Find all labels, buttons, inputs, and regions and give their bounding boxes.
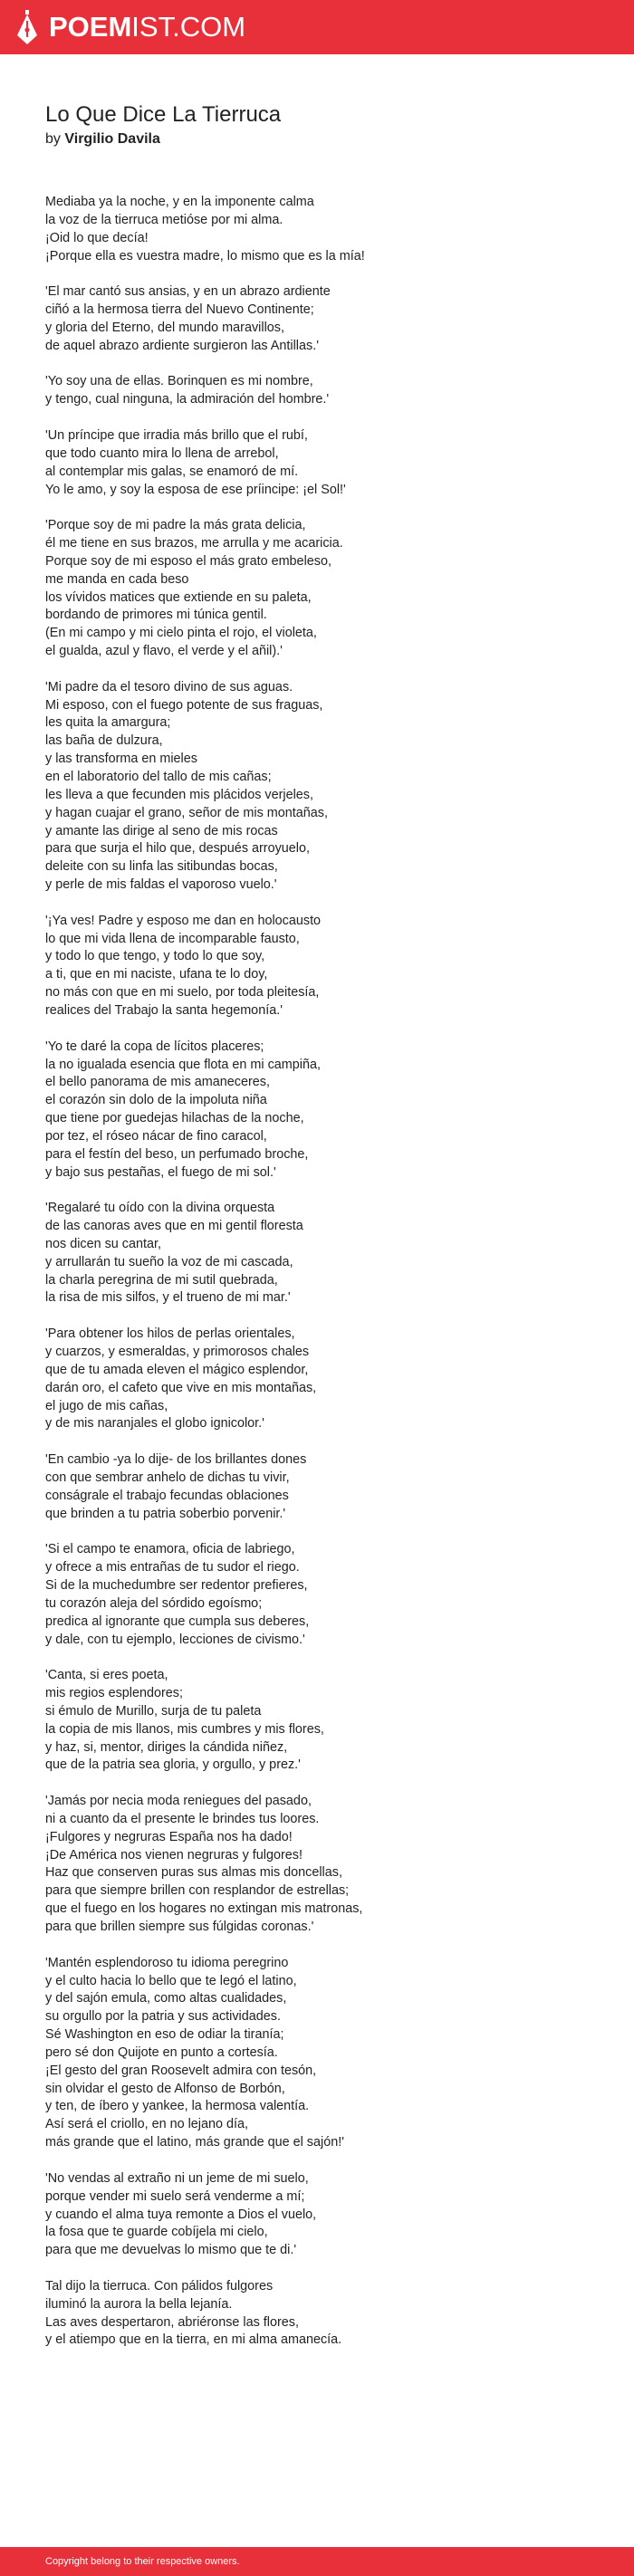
poem-line: Tal dijo la tierruca. Con pálidos fulgores: [45, 2278, 274, 2294]
poem-line: las baña de dulzura,: [45, 733, 163, 749]
poem-line: para que siempre brillen con resplandor de estrellas;: [45, 1883, 350, 1899]
poem-line: a ti, que en mi naciste, ufana te lo doy,: [45, 967, 268, 982]
poem-line: el gualda, azul y flavo, el verde y el añil).': [45, 644, 283, 659]
poem-line: 'Porque soy de mi padre la más grata delicia,: [45, 518, 306, 533]
poem-line: los vívidos matices que extiende en su paleta,: [45, 589, 312, 605]
poem-line: que el fuego en los hogares no extingan mis matronas,: [45, 1901, 363, 1917]
poem-line: la voz de la tierruca metióse por mi alma.: [45, 212, 283, 227]
poem-line: Mediaba ya la noche, y en la imponente calma: [45, 195, 314, 209]
poem-line: y del sajón emula, como altas cualidades,: [45, 1991, 287, 2006]
poem-body: [45, 194, 598, 2350]
poem-line: si émulo de Murillo, surja de tu paleta: [45, 1703, 262, 1719]
author-link[interactable]: Virgilio Davila: [64, 131, 160, 147]
poem-line: y el culto hacia lo bello que te legó el latino,: [45, 1973, 297, 1988]
site-footer: [0, 2547, 634, 2576]
poem-line: iluminó la aurora la bella lejanía.: [45, 2296, 233, 2312]
poem-line: la charla peregrina de mi sutil quebrada,: [45, 1272, 278, 1288]
poem-line: su orgullo por la patria y sus actividades.: [45, 2009, 281, 2025]
poem-line: les quita la amargura;: [45, 715, 171, 731]
poem-line: pero sé don Quijote en punto a cortesía.: [45, 2045, 278, 2060]
poem-line: Así será el criollo, en no lejano día,: [45, 2117, 248, 2132]
poem-stanza: [45, 283, 598, 355]
poem-line: ¡Porque ella es vuestra madre, lo mismo que es la mía!: [45, 248, 365, 263]
poem-stanza: [45, 1541, 598, 1649]
fountain-pen-nib-icon: [16, 10, 38, 44]
poem-line: al contemplar mis galas, se enamoró de mí.: [45, 464, 299, 479]
poem-stanza: [45, 373, 598, 409]
poem-stanza: [45, 427, 598, 499]
poem-line: 'Mantén esplendoroso tu idioma peregrino: [45, 1955, 289, 1970]
poem-line: ciñó a la hermosa tierra del Nuevo Continente;: [45, 302, 314, 318]
poem-line: y dale, con tu ejemplo, lecciones de civismo.': [45, 1632, 305, 1647]
poem-line: él me tiene en sus brazos, me arrulla y me acaricia.: [45, 536, 343, 551]
by-label: by: [45, 131, 61, 147]
poem-stanza: [45, 913, 598, 1020]
poem-line: Sé Washington en eso de odiar la tiranía;: [45, 2027, 284, 2043]
poem-line: que todo cuanto mira lo llena de arrebol,: [45, 445, 279, 461]
poem-line: ¡Oid lo que decía!: [45, 230, 149, 245]
poem-line: con que sembrar anhelo de dichas tu vivir,: [45, 1470, 290, 1485]
poem-stanza: [45, 1667, 598, 1775]
poem-line: 'Para obtener los hilos de perlas orientales,: [45, 1326, 295, 1342]
logo-light-part: IST.COM: [131, 11, 246, 43]
poem-line: Si de la muchedumbre ser redentor prefieres,: [45, 1577, 308, 1593]
poem-line: y arrullarán tu sueño la voz de mi cascada,: [45, 1254, 293, 1269]
poem-line: 'Si el campo te enamora, oficia de labriego,: [45, 1542, 295, 1557]
poem-line: y hagan cuajar el grano, señor de mis montañas,: [45, 805, 328, 820]
poem-line: (En mi campo y mi cielo pinta el rojo, el violeta,: [45, 626, 317, 641]
poem-line: les lleva a que fecunden mis plácidos verjeles,: [45, 787, 313, 802]
site-logo-link[interactable]: [16, 8, 245, 46]
copyright-notice: Copyright belong to their respective owners.: [45, 2556, 240, 2567]
poem-line: Mi esposo, con el fuego potente de sus fraguas,: [45, 697, 323, 713]
poem-line: ¡De América nos vienen negruras y fulgores!: [45, 1847, 303, 1863]
poem-line: y gloria del Eterno, del mundo maravillos,: [45, 320, 284, 335]
poem-line: de las canoras aves que en mi gentil floresta: [45, 1219, 303, 1234]
poem-line: Yo le amo, y soy la esposa de ese príincipe: ¡el Sol!': [45, 482, 346, 497]
poem-line: sin olvidar el gesto de Alfonso de Borbón,: [45, 2081, 285, 2096]
poem-line: y todo lo que tengo, y todo lo que soy,: [45, 949, 265, 964]
poem-line: no más con que en mi suelo, por toda pleitesía,: [45, 985, 320, 1001]
poem-line: que de la patria sea gloria, y orgullo, y prez.': [45, 1757, 301, 1773]
poem-line: 'Yo te daré la copa de lícitos placeres;: [45, 1039, 264, 1054]
poem-byline: [45, 130, 598, 148]
poem-stanza: [45, 2170, 598, 2260]
poem-line: y perle de mis faldas el vaporoso vuelo.': [45, 877, 277, 893]
poem-line: 'Un príncipe que irradia más brillo que el rubí,: [45, 427, 308, 443]
logo-bold-part: POEM: [49, 11, 132, 43]
poem-line: '¡Ya ves! Padre y esposo me dan en holocausto: [45, 913, 322, 928]
poem-line: que de tu amada eleven el mágico esplendor,: [45, 1362, 309, 1377]
poem-title: Lo Que Dice La Tierruca: [45, 102, 282, 127]
poem-line: la fosa que te guarde cobíjela mi cielo,: [45, 2225, 268, 2240]
poem-line: que tiene por guedejas hilachas de la noche,: [45, 1111, 304, 1126]
poem-line: y tengo, cual ninguna, la admiración del hombre.': [45, 392, 330, 407]
poem-line: conságrale el trabajo fecundas oblaciones: [45, 1488, 289, 1503]
poem-line: me manda en cada beso: [45, 571, 189, 587]
poem-line: y el atiempo que en la tierra, en mi alma amanecía.: [45, 2332, 342, 2348]
poem-stanza: [45, 1451, 598, 1523]
poem-container: [45, 101, 598, 2350]
poem-line: 'Mi padre da el tesoro divino de sus aguas.: [45, 679, 293, 694]
poem-stanza: [45, 1955, 598, 2152]
poem-line: la risa de mis silfos, y el trueno de mi mar.': [45, 1290, 291, 1306]
poem-line: de aquel abrazo ardiente surgieron las Antillas.': [45, 338, 319, 353]
site-logo-text: [49, 8, 245, 46]
poem-line: y bajo sus pestañas, el fuego de mi sol.': [45, 1164, 276, 1180]
poem-line: y las transforma en mieles: [45, 752, 197, 767]
poem-line: la copia de mis llanos, mis cumbres y mis flores,: [45, 1721, 324, 1737]
poem-line: para que surja el hilo que, después arroyuelo,: [45, 841, 311, 857]
poem-line: 'El mar cantó sus ansias, y en un abrazo ardiente: [45, 284, 331, 300]
poem-stanza: [45, 1039, 598, 1183]
poem-stanza: [45, 1793, 598, 1937]
poem-line: ¡El gesto del gran Roosevelt admira con tesón,: [45, 2063, 317, 2078]
poem-line: 'Jamás por necia moda reniegues del pasado,: [45, 1794, 312, 1809]
poem-line: y haz, si, mentor, diriges la cándida niñez,: [45, 1739, 288, 1755]
poem-line: por tez, el róseo nácar de fino caracol,: [45, 1128, 267, 1144]
poem-line: que brinden a tu patria soberbio porvenir.': [45, 1506, 286, 1521]
poem-line: para que me devuelvas lo mismo que te di.': [45, 2243, 297, 2258]
poem-stanza: [45, 1326, 598, 1433]
site-header: [0, 0, 634, 54]
poem-stanza: [45, 517, 598, 661]
poem-line: ni a cuanto da el presente le brindes tus loores.: [45, 1811, 320, 1826]
poem-line: en el laboratorio del tallo de mis cañas;: [45, 770, 272, 784]
poem-line: tu corazón aleja del sórdido egoísmo;: [45, 1595, 263, 1611]
poem-line: 'Yo soy una de ellas. Borinquen es mi nombre,: [45, 374, 313, 389]
poem-line: para que brillen siempre sus fúlgidas coronas.': [45, 1920, 314, 1934]
poem-line: 'En cambio -ya lo dije- de los brillantes dones: [45, 1452, 307, 1468]
poem-line: Las aves despertaron, abriéronse las flores,: [45, 2314, 299, 2330]
poem-line: deleite con su linfa las sitibundas bocas,: [45, 859, 278, 875]
poem-line: lo que mi vida llena de incomparable fausto,: [45, 931, 300, 946]
poem-line: más grande que el latino, más grande que el sajón!': [45, 2135, 344, 2150]
poem-line: el jugo de mis cañas,: [45, 1398, 168, 1413]
poem-line: porque vender mi suelo será venderme a mí;: [45, 2188, 305, 2204]
poem-line: y cuando el alma tuya remonte a Dios el vuelo,: [45, 2207, 317, 2222]
poem-line: 'Regalaré tu oído con la divina orquesta: [45, 1201, 275, 1216]
poem-stanza: [45, 194, 598, 265]
poem-stanza: [45, 2278, 598, 2350]
poem-line: mis regios esplendores;: [45, 1686, 183, 1701]
poem-line: realices del Trabajo la santa hegemonía.': [45, 1002, 283, 1018]
poem-line: para el festín del beso, un perfumado broche,: [45, 1146, 309, 1162]
poem-stanza: [45, 679, 598, 895]
poem-line: el bello panorama de mis amaneceres,: [45, 1075, 270, 1090]
poem-line: y ten, de íbero y yankee, la hermosa valentía.: [45, 2099, 310, 2114]
poem-line: el corazón sin dolo de la impoluta niña: [45, 1093, 267, 1108]
poem-line: y amante las dirige al seno de mis rocas: [45, 823, 278, 838]
poem-line: y de mis naranjales el globo ignicolor.': [45, 1416, 264, 1432]
poem-line: predica al ignorante que cumpla sus deberes,: [45, 1614, 310, 1629]
poem-line: Haz que conserven puras sus almas mis doncellas,: [45, 1865, 342, 1881]
poem-line: nos dicen su cantar,: [45, 1236, 161, 1251]
poem-line: ¡Fulgores y negruras España nos ha dado!: [45, 1829, 293, 1844]
poem-stanza: [45, 1200, 598, 1307]
poem-line: 'Canta, si eres poeta,: [45, 1668, 168, 1683]
poem-line: la no igualada esencia que flota en mi campiña,: [45, 1057, 322, 1072]
poem-line: bordando de primores mi túnica gentil.: [45, 608, 267, 623]
poem-line: darán oro, el cafeto que vive en mis montañas,: [45, 1380, 317, 1395]
poem-line: Porque soy de mi esposo el más grato embeleso,: [45, 553, 331, 569]
poem-line: 'No vendas al extraño ni un jeme de mi suelo,: [45, 2170, 309, 2186]
poem-line: y ofrece a mis entrañas de tu sudor el riego.: [45, 1560, 300, 1575]
poem-line: y cuarzos, y esmeraldas, y primorosos chales: [45, 1345, 310, 1359]
